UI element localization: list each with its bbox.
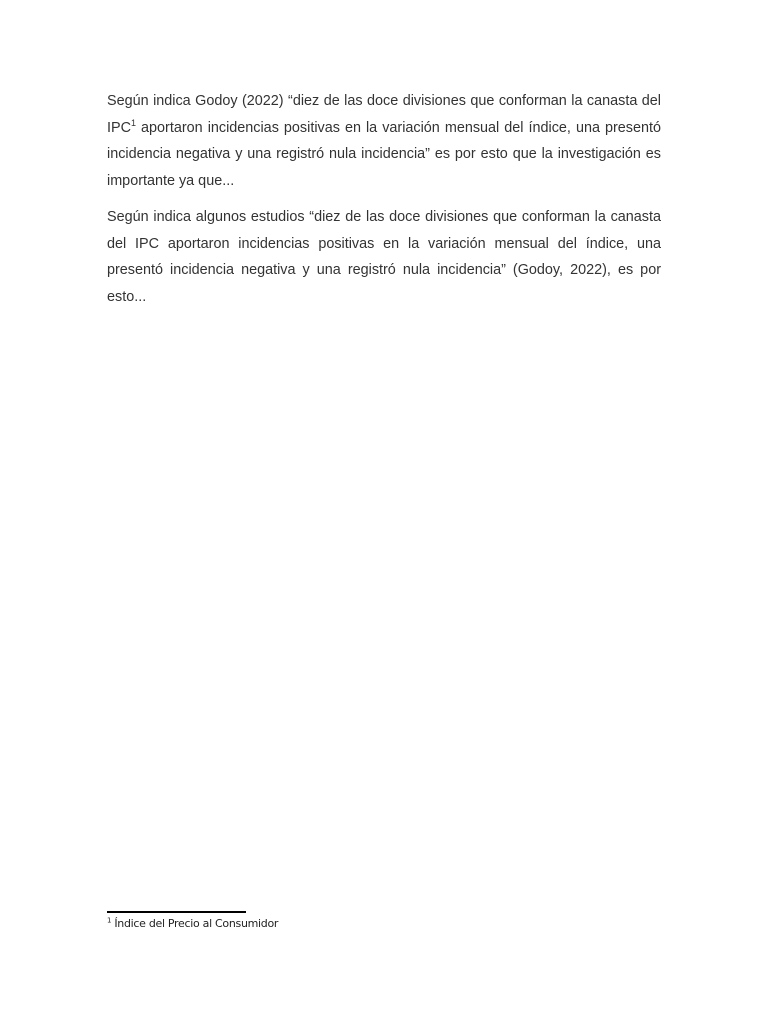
paragraph-1-text-before-ref: Según indica Godoy (2022) “diez de las doce divisiones que conforman la canasta del IPC [107,93,661,136]
footnote-mark: 1 [107,916,112,925]
paragraph-1-text-after-ref: aportaron incidencias positivas en la variación mensual del índice, una presentó incidencia negativa y una registró nula incidencia” es por esto que la investigación es importante ya que... [107,119,661,189]
paragraph-2: Según indica algunos estudios “diez de las doce divisiones que conforman la canasta del IPC aportaron incidencias positivas en la variación mensual del índice, una presentó incidencia negativa y una registró nula incidencia” (Godoy, 2022), es por esto... [107,209,661,305]
footnote-text: Índice del Precio al Consumidor [111,917,279,930]
footnote [107,917,278,931]
paragraph-1 [107,88,661,194]
document-body [107,88,661,320]
footnote-separator [107,911,246,913]
footnote-reference-mark: 1 [131,117,137,128]
